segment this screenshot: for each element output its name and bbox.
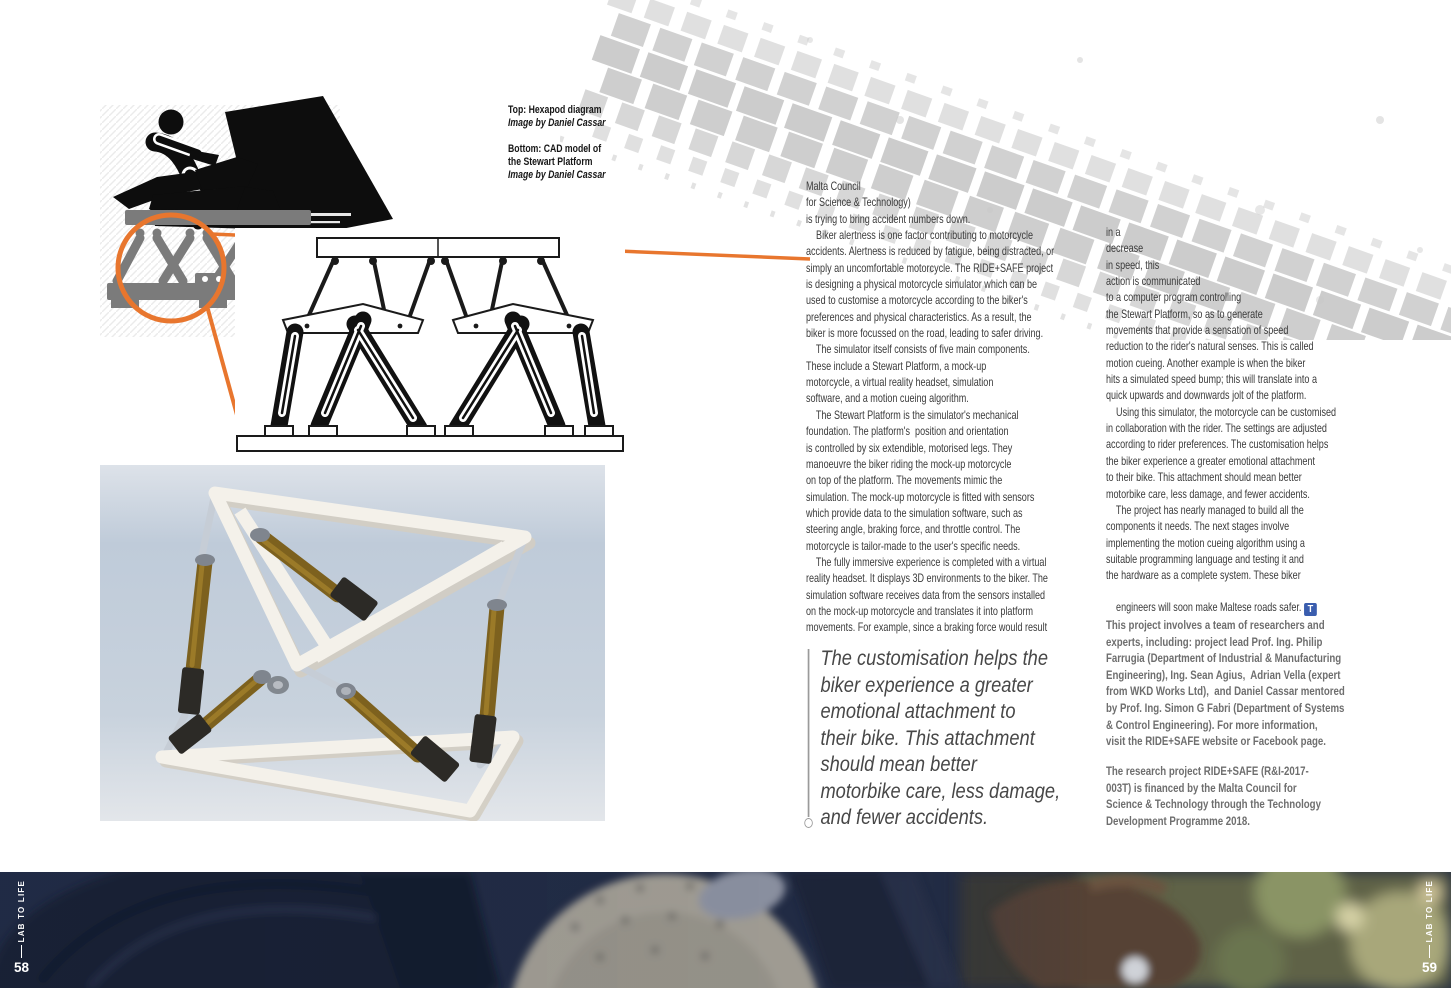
text-line: Using this simulator, the motorcycle can be customised (1106, 404, 1337, 419)
text-line: engineers will soon make Maltese roads safer. (1116, 600, 1302, 615)
section-label: LAB TO LIFE (17, 879, 27, 942)
caption-bottom-title: Bottom: CAD model of the Stewart Platform (508, 143, 602, 168)
text-line: components it needs. The next stages involve (1106, 519, 1290, 534)
text-line: & Control Engineering). For more information, (1106, 717, 1318, 732)
think-end-mark-icon: T (1304, 603, 1317, 616)
text-line: Engineering), Ing. Sean Agius, Adrian Vella (expert (1106, 667, 1341, 682)
text-line: decrease (1106, 241, 1144, 256)
left-page-footer (14, 880, 29, 975)
article-column-1 (806, 178, 1099, 636)
pull-quote-line: motorbike care, less damage, (820, 778, 1061, 803)
text-line: Biker alertness is one factor contributing to motorcycle (806, 228, 1034, 243)
text-line: Science & Technology through the Technology (1106, 797, 1321, 812)
section-label: LAB TO LIFE (1424, 879, 1434, 942)
text-line: in collaboration with the rider. The settings are adjusted (1106, 421, 1327, 436)
motorcycle-photo (0, 872, 1451, 988)
article-column-2 (1106, 224, 1399, 584)
credits-paragraph (1106, 617, 1402, 750)
text-line: according to rider preferences. The customisation helps (1106, 437, 1329, 452)
pull-quote-line: and fewer accidents. (820, 805, 989, 829)
text-line: biker is more focussed on the road, leading to safer driving. (806, 326, 1044, 341)
divider (1429, 945, 1431, 958)
text-line: on the mock-up motorcycle and translates it into platform (806, 603, 1034, 618)
text-line: on top of the platform. The movements mimic the (806, 473, 1003, 488)
text-line: motion cueing. Another example is when the biker (1106, 355, 1306, 370)
text-line: in a (1106, 225, 1121, 239)
text-line: for Science & Technology) (806, 195, 911, 210)
text-line: visit the RIDE+SAFE website or Facebook page. (1106, 734, 1326, 749)
text-line: the biker experience a greater emotional attachment (1106, 453, 1315, 468)
text-line: manoeuvre the biker riding the mock-up motorcycle (806, 456, 1012, 471)
cad-model-image (100, 465, 605, 821)
text-line: by Prof. Ing. Simon G Fabri (Department of Systems (1106, 700, 1345, 715)
text-line: The Stewart Platform is the simulator's mechanical (806, 407, 1019, 422)
text-line: experts, including: project lead Prof. Ing. Philip (1106, 634, 1323, 649)
text-line: The fully immersive experience is completed with a virtual (806, 554, 1047, 569)
text-line: movements that provide a sensation of speed (1106, 323, 1289, 338)
text-line: accidents. Alertness is reduced by fatigue, being distracted, or (806, 244, 1055, 259)
pull-quote-line: emotional attachment to (820, 699, 1016, 723)
hexapod-illustration (95, 95, 817, 473)
text-line: These include a Stewart Platform, a mock-up (806, 358, 987, 373)
text-line: The research project RIDE+SAFE (R&I-2017- (1106, 764, 1309, 778)
text-line: used to customise a motorcycle according to the biker's (806, 293, 1028, 308)
text-line: from WKD Works Ltd), and Daniel Cassar mentored (1106, 684, 1345, 699)
text-line: which provide data to the simulation software, such as (806, 505, 1023, 520)
pull-quote-line: biker experience a greater (820, 672, 1033, 697)
text-line: This project involves a team of researchers and (1106, 618, 1325, 632)
text-line: reality headset. It displays 3D environments to the biker. The (806, 571, 1048, 586)
pull-quote-line: should mean better (820, 752, 977, 776)
text-line: software, and a motion cueing algorithm. (806, 391, 969, 406)
text-line: is controlled by six extendible, motorised legs. They (806, 440, 1013, 455)
caption-top-title: Top: Hexapod diagram (508, 104, 602, 116)
text-line: is designing a physical motorcycle simulator which can be (806, 277, 1038, 292)
text-line: reduction to the rider's natural senses. This is called (1106, 339, 1314, 354)
funding-paragraph (1106, 763, 1402, 829)
text-line: preferences and physical characteristics. As a result, the (806, 309, 1032, 324)
text-line: simulation. The mock-up motorcycle is fitted with sensors (806, 489, 1035, 504)
hexapod-technical-drawing (235, 228, 625, 460)
text-line: steering angle, braking force, and throttle control. The (806, 522, 1021, 537)
text-line: 003T) is financed by the Malta Council for (1106, 780, 1297, 795)
text-line: implementing the motion cueing algorithm using a (1106, 535, 1305, 550)
text-line: motorcycle, a virtual reality headset, simulation (806, 375, 994, 390)
text-line: movements. For example, since a braking force would result (806, 620, 1048, 635)
text-line: Malta Council (806, 179, 861, 193)
text-line: the Stewart Platform, so as to generate (1106, 306, 1263, 321)
text-line: foundation. The platform's position and orientation (806, 424, 1009, 439)
text-line: quick upwards and downwards jolt of the platform. (1106, 388, 1307, 403)
caption-bottom-credit: Image by Daniel Cassar (508, 169, 606, 181)
text-line: in speed, this (1106, 257, 1160, 272)
text-line: suitable programming language and testing it and (1106, 551, 1304, 566)
text-line: motorcycle is tailor-made to the user's specific needs. (806, 538, 1021, 553)
pull-quote (806, 645, 1101, 831)
text-line: hits a simulated speed bump; this will translate into a (1106, 372, 1317, 387)
text-line: Development Programme 2018. (1106, 813, 1250, 828)
text-line: simulation software receives data from the sensors installed (806, 587, 1046, 602)
right-page-footer (1422, 880, 1437, 975)
caption-top-credit: Image by Daniel Cassar (508, 117, 606, 129)
text-line: to their bike. This attachment should mean better (1106, 470, 1302, 485)
text-line: Farrugia (Department of Industrial & Manufacturing (1106, 651, 1342, 666)
figure-captions (508, 104, 664, 182)
text-line: The project has nearly managed to build all the (1106, 502, 1304, 517)
text-line: to a computer program controlling (1106, 290, 1242, 305)
text-line: motorbike care, less damage, and fewer accidents. (1106, 486, 1310, 501)
text-line: action is communicated (1106, 274, 1201, 289)
pull-quote-line: The customisation helps the (820, 646, 1048, 670)
text-line: The simulator itself consists of five main components. (806, 342, 1030, 357)
page-number: 59 (1421, 960, 1437, 975)
text-line: is trying to bring accident numbers down. (806, 211, 971, 226)
text-line: the hardware as a complete system. These biker (1106, 568, 1301, 583)
text-line: simply an uncomfortable motorcycle. The RIDE+SAFE project (806, 260, 1054, 275)
pull-quote-line: their bike. This attachment (820, 725, 1035, 750)
divider (21, 945, 23, 958)
page-number: 58 (14, 960, 30, 975)
